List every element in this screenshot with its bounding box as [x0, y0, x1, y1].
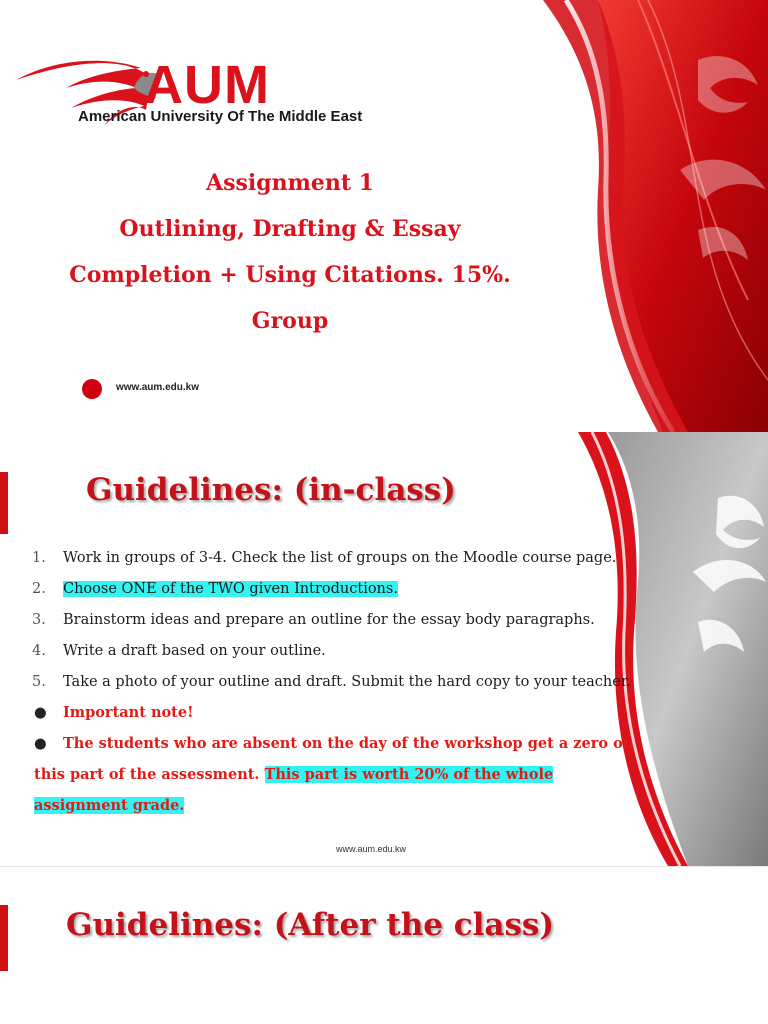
list-number: 1. [32, 550, 46, 566]
title-line: Completion + Using Citations. 15%. [69, 262, 511, 288]
list-item [32, 639, 682, 670]
red-dot-icon [82, 379, 102, 399]
note-text: The students who are absent on the day of the workshop get a zero on [63, 735, 634, 752]
list-item [32, 577, 682, 608]
bullet-icon: ● [34, 736, 47, 752]
note-text-highlighted: assignment grade. [34, 797, 185, 814]
guidelines-list [32, 546, 682, 825]
list-number: 5. [32, 674, 46, 690]
list-item [32, 670, 682, 701]
accent-bar [0, 472, 8, 534]
bullet-icon: ● [34, 705, 47, 721]
list-number: 2. [32, 581, 46, 597]
note-continuation [32, 763, 682, 794]
list-number: 3. [32, 612, 46, 628]
logo-text: AUM [144, 55, 270, 115]
important-note-label: Important note! [63, 704, 194, 721]
list-text: Work in groups of 3-4. Check the list of groups on the Moodle course page. [63, 550, 617, 566]
list-text: Brainstorm ideas and prepare an outline for the essay body paragraphs. [63, 612, 595, 628]
title-slide [0, 0, 768, 432]
website-link[interactable]: www.aum.edu.kw [336, 844, 407, 854]
assignment-title [40, 166, 540, 350]
title-line: Group [251, 308, 329, 334]
title-line: Outlining, Drafting & Essay [119, 216, 461, 242]
title-line: Assignment 1 [206, 170, 374, 196]
slide-heading: Guidelines: (After the class) [66, 907, 555, 943]
list-text-highlighted: Choose ONE of the TWO given Introductions. [63, 581, 398, 597]
list-text: Write a draft based on your outline. [63, 643, 326, 659]
guidelines-in-class-slide [0, 432, 768, 866]
list-item [32, 608, 682, 639]
list-number: 4. [32, 643, 46, 659]
list-item [32, 546, 682, 577]
university-name: American University Of The Middle East [78, 108, 363, 125]
note-text: this part of the assessment. [34, 766, 260, 783]
accent-bar [0, 905, 8, 971]
website-link[interactable]: www.aum.edu.kw [116, 382, 199, 393]
bullet-item [32, 701, 682, 732]
guidelines-after-class-slide [0, 866, 768, 1024]
note-text-highlighted: This part is worth 20% of the whole [264, 766, 554, 783]
bullet-item [32, 732, 682, 763]
note-continuation [32, 794, 682, 825]
slide-heading: Guidelines: (in-class) [86, 472, 456, 508]
list-text: Take a photo of your outline and draft. Submit the hard copy to your teacher. [63, 674, 631, 690]
